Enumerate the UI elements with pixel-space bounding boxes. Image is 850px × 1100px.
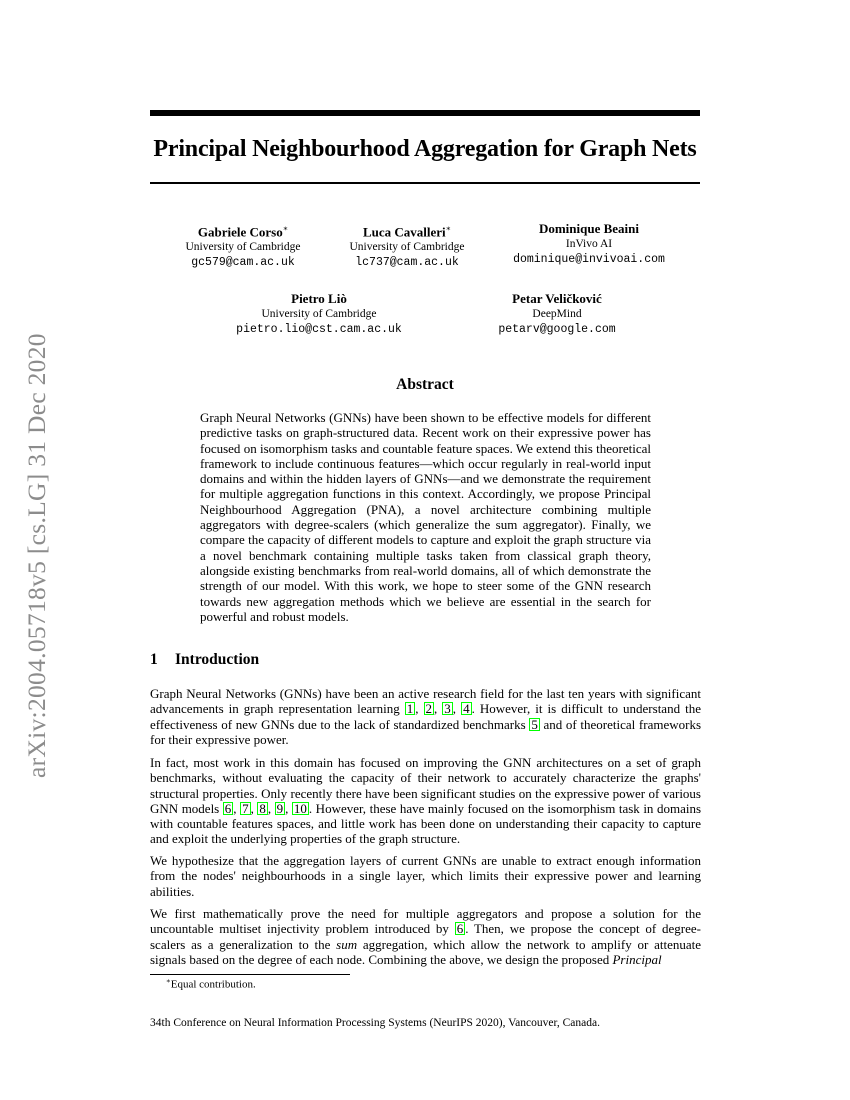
citation-link[interactable]: 8 bbox=[259, 800, 266, 816]
author-name: Pietro Liò bbox=[291, 291, 347, 306]
equal-contribution-mark: ∗ bbox=[282, 224, 289, 233]
citation-link[interactable]: 10 bbox=[293, 800, 307, 816]
title-rule-top bbox=[150, 110, 700, 116]
citation-link[interactable]: 7 bbox=[242, 800, 249, 816]
author-affiliation: University of Cambridge bbox=[261, 308, 377, 320]
author-email[interactable]: dominique@invivoai.com bbox=[513, 253, 665, 266]
citation-link[interactable]: 2 bbox=[425, 701, 433, 717]
author-name: Petar Veličković bbox=[512, 291, 602, 306]
abstract-heading: Abstract bbox=[396, 376, 454, 393]
citation-link[interactable]: 3 bbox=[444, 701, 451, 717]
author-name: Gabriele Corso bbox=[197, 224, 283, 240]
intro-paragraph-4: We first mathematically prove the need for multiple aggregators and propose a solution for the uncountable multiset injectivity problem introduced by 6 . Then, we propose the concept of degree-scalers as a generalization to the sum aggregation, which allow the network to amplify or attenuate signals based on the degree of each node. Combining the above, we design the proposed Principal bbox=[150, 906, 701, 967]
abstract-text: Graph Neural Networks (GNNs) have been shown to be effective models for different predictive tasks on graph-structured data. Recent work on their expressive power has focused on isomorphism tasks and countable feature spaces. We extend this theoretical framework to include continuous features—which occur regularly in real-world input domains and within the hidden layers of GNNs—and we demonstrate the requirement for multiple aggregation functions in this context. Accordingly, we propose Principal Neighbourhood Aggregation (PNA), a novel architecture combining multiple aggregators with degree-scalers (which generalize the sum aggregator). Finally, we compare the capacity of different models to capture and exploit the graph structure via a novel benchmark containing multiple tasks taken from classical graph theory, alongside existing benchmarks from real-world domains, all of which demonstrate the strength of our model. With this work, we hope to steer some of the GNN research towards new aggregation methods which we believe are essential in the search for powerful and robust models. bbox=[200, 410, 651, 624]
author-block bbox=[335, 221, 479, 270]
paper-title: Principal Neighbourhood Aggregation for Graph Nets bbox=[153, 136, 697, 162]
author-email[interactable]: pietro.lio@cst.cam.ac.uk bbox=[236, 323, 402, 336]
footnote-mark: ∗ bbox=[166, 977, 171, 985]
author-name: Luca Cavalleri bbox=[362, 224, 446, 240]
author-email[interactable]: lc737@cam.ac.uk bbox=[355, 256, 459, 270]
section-number: 1 bbox=[150, 651, 158, 668]
author-affiliation: DeepMind bbox=[532, 308, 582, 320]
author-block bbox=[486, 291, 628, 337]
author-block bbox=[222, 291, 416, 337]
author-affiliation: InVivo AI bbox=[565, 238, 613, 250]
citation-link[interactable]: 5 bbox=[531, 716, 538, 732]
footnote-rule bbox=[150, 974, 350, 975]
footnote-text: Equal contribution. bbox=[170, 978, 256, 991]
arxiv-stamp: arXiv:2004.05718v5 [cs.LG] 31 Dec 2020 bbox=[22, 333, 51, 778]
intro-paragraph-3: We hypothesize that the aggregation layers of current GNNs are unable to extract enough information from the nodes' neighbourhoods in a single layer, which limits their expressive power and learning abilities. bbox=[150, 853, 701, 899]
citation-link[interactable]: 1 bbox=[406, 701, 414, 717]
section-title: Introduction bbox=[175, 651, 260, 668]
author-name: Dominique Beaini bbox=[538, 221, 640, 236]
citation-link[interactable]: 4 bbox=[463, 701, 470, 717]
footnote bbox=[166, 977, 256, 991]
author-email[interactable]: petarv@google.com bbox=[498, 323, 616, 336]
author-block bbox=[172, 221, 314, 270]
citation-link[interactable]: 9 bbox=[276, 800, 284, 816]
author-affiliation: University of Cambridge bbox=[185, 241, 301, 254]
author-email[interactable]: gc579@cam.ac.uk bbox=[191, 256, 295, 270]
citation-link[interactable]: 6 bbox=[456, 921, 464, 937]
author-affiliation: University of Cambridge bbox=[349, 241, 465, 254]
equal-contribution-mark: ∗ bbox=[445, 224, 452, 233]
title-rule-bottom bbox=[150, 182, 700, 184]
intro-paragraph-2: In fact, most work in this domain has focused on improving the GNN architectures on a set of graph benchmarks, without evaluating the capacity of their network to accurately characterize the graphs' structural properties. Only recently there have been significant studies on the expressive power of various GNN models 6 , 7 , 8 , 9 , 10 . However, these have mainly focused on the isomorphism task in domains with countable features spaces, and little work has been done on understanding their capacity to capture and exploit the underlying properties of the graph structure. bbox=[150, 755, 702, 847]
citation-link[interactable]: 6 bbox=[224, 800, 232, 816]
section-heading bbox=[150, 651, 259, 669]
intro-paragraph-1: Graph Neural Networks (GNNs) have been an active research field for the last ten years with significant advancements in graph representation learning 1 , 2 , 3 , 4 . However, it is difficult to understand the effectiveness of new GNNs due to the lack of standardized benchmarks 5 and of theoretical frameworks for their expressive power. bbox=[150, 686, 702, 747]
author-block bbox=[500, 221, 678, 267]
venue-note: 34th Conference on Neural Information Processing Systems (NeurIPS 2020), Vancouver, Canada. bbox=[150, 1017, 600, 1029]
